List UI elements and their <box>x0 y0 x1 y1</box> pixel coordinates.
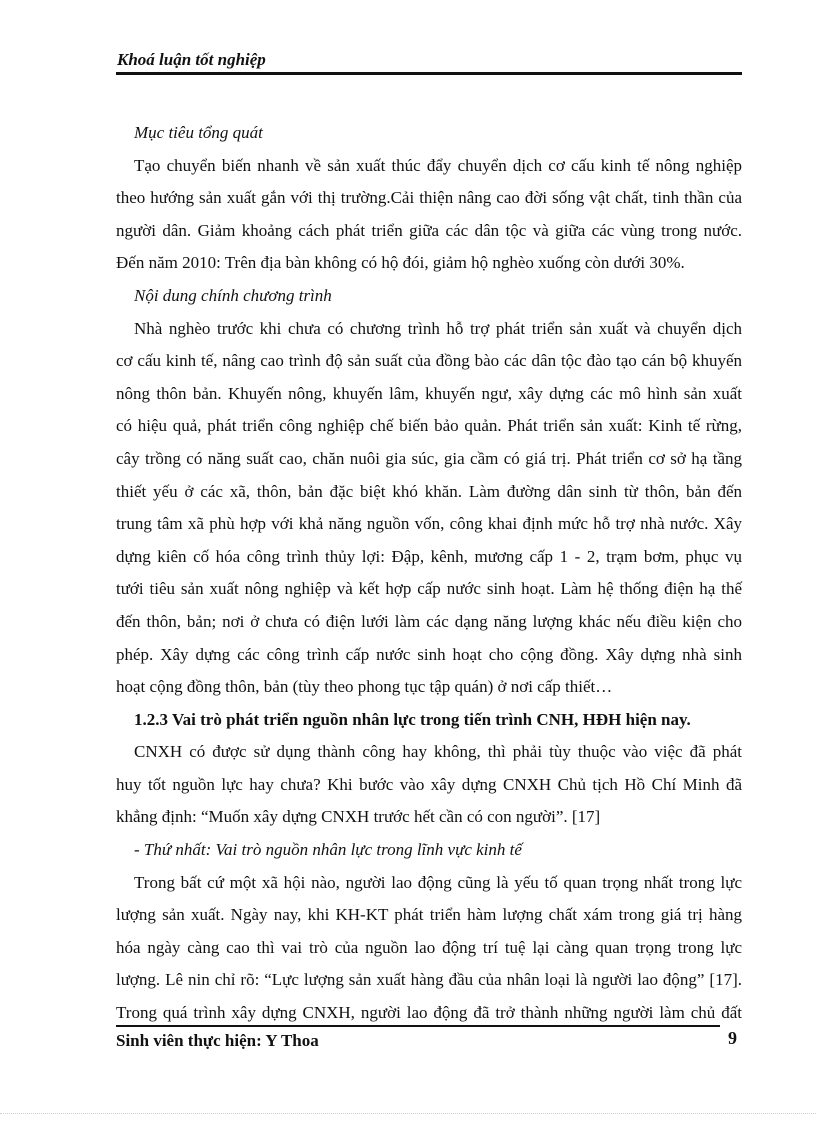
paragraph-line: có hiệu quả, phát triển công nghiệp chế biến bảo quản. Phát triển sản xuất: Kinh tế rừng, <box>116 416 742 436</box>
paragraph-line: trung tâm xã phù hợp với khả năng nguồn vốn, công khai định mức hỗ trợ nhà nước. Xây <box>116 514 742 534</box>
section-heading: 1.2.3 Vai trò phát triển nguồn nhân lực trong tiến trình CNH, HĐH hiện nay. <box>134 709 691 729</box>
heading-first-role: - Thứ nhất: Vai trò nguồn nhân lực trong lĩnh vực kinh tế <box>134 840 522 860</box>
paragraph-line: huy tốt nguồn lực hay chưa? Khi bước vào xây dựng CNXH Chủ tịch Hồ Chí Minh đã <box>116 774 742 794</box>
heading-program-content: Nội dung chính chương trình <box>134 285 332 305</box>
heading-general-goal: Mục tiêu tổng quát <box>134 123 263 142</box>
paragraph-line: tưới tiêu sản xuất nông nghiệp và kết hợp cấp nước sinh hoạt. Làm hệ thống điện hạ thế <box>116 579 742 599</box>
paragraph-line: theo hướng sản xuất gắn với thị trường.Cải thiện nâng cao đời sống vật chất, tinh thần của <box>116 188 742 208</box>
header-rule <box>116 72 742 75</box>
page-header-title: Khoá luận tốt nghiệp <box>117 50 266 69</box>
footer-rule <box>116 1025 720 1027</box>
paragraph-line: đến thôn, bản; nơi ở chưa có điện lưới làm các dạng năng lượng khác nếu điều kiện cho <box>116 611 742 631</box>
paragraph-line: lượng sản xuất. Ngày nay, khi KH-KT phát triển hàm lượng chất xám trong giá trị hàng <box>116 905 742 925</box>
paragraph-line: cơ cấu kinh tế, nâng cao trình độ sản suất của đồng bào các dân tộc đào tạo cán bộ khuyến <box>116 351 742 371</box>
paragraph-line: phép. Xây dựng các công trình cấp nước sinh hoạt cho cộng đồng. Xây dựng nhà sinh <box>116 644 742 664</box>
paragraph-line: thiết yếu ở các xã, thôn, bản đặc biệt khó khăn. Làm đường dân sinh từ thôn, bản đến <box>116 481 742 501</box>
body-text <box>116 117 742 1030</box>
paragraph-line: cây trồng có năng suất cao, chăn nuôi gia súc, gia cầm có giá trị. Phát triển cơ sở hạ tầng <box>116 448 742 468</box>
page-edge <box>0 1113 816 1114</box>
paragraph-line: người dân. Giảm khoảng cách phát triển giữa các dân tộc và giữa các vùng trong nước. <box>116 220 742 240</box>
paragraph-line: Tạo chuyển biến nhanh về sản xuất thúc đẩy chuyển dịch cơ cấu kinh tế nông nghiệp <box>134 155 742 175</box>
paragraph-line: nông thôn bản. Khuyến nông, khuyến lâm, khuyến ngư, xây dựng các mô hình sản xuất <box>116 383 742 403</box>
paragraph-line: hóa ngày càng cao thì vai trò của nguồn lao động trí tuệ lại càng quan trọng trong lực <box>116 937 742 957</box>
paragraph-line: Trong quá trình xây dựng CNXH, người lao động đã trở thành những người làm chủ đất <box>116 1003 742 1023</box>
paragraph-line: Đến năm 2010: Trên địa bàn không có hộ đói, giảm hộ nghèo xuống còn dưới 30%. <box>116 253 685 273</box>
paragraph-line: hoạt cộng đồng thôn, bản (tùy theo phong tục tập quán) ở nơi cấp thiết… <box>116 677 613 697</box>
page-number: 9 <box>728 1028 737 1048</box>
paragraph-line: CNXH có được sử dụng thành công hay không, thì phải tùy thuộc vào việc đã phát <box>134 742 742 762</box>
paragraph-line: lượng. Lê nin chỉ rõ: “Lực lượng sản xuất hàng đầu của nhân loại là người lao động” [17]. <box>116 970 742 990</box>
paragraph-line: khẳng định: “Muốn xây dựng CNXH trước hết cần có con người”. [17] <box>116 807 601 827</box>
paragraph-line: dựng kiên cố hóa công trình thủy lợi: Đập, kênh, mương cấp 1 - 2, trạm bơm, phục vụ <box>116 546 742 566</box>
footer-student: Sinh viên thực hiện: Y Thoa <box>116 1031 319 1050</box>
paragraph-line: Nhà nghèo trước khi chưa có chương trình hỗ trợ phát triển sản xuất và chuyển dịch <box>134 318 742 338</box>
paragraph-line: Trong bất cứ một xã hội nào, người lao động cũng là yếu tố quan trọng nhất trong lực <box>134 872 742 892</box>
